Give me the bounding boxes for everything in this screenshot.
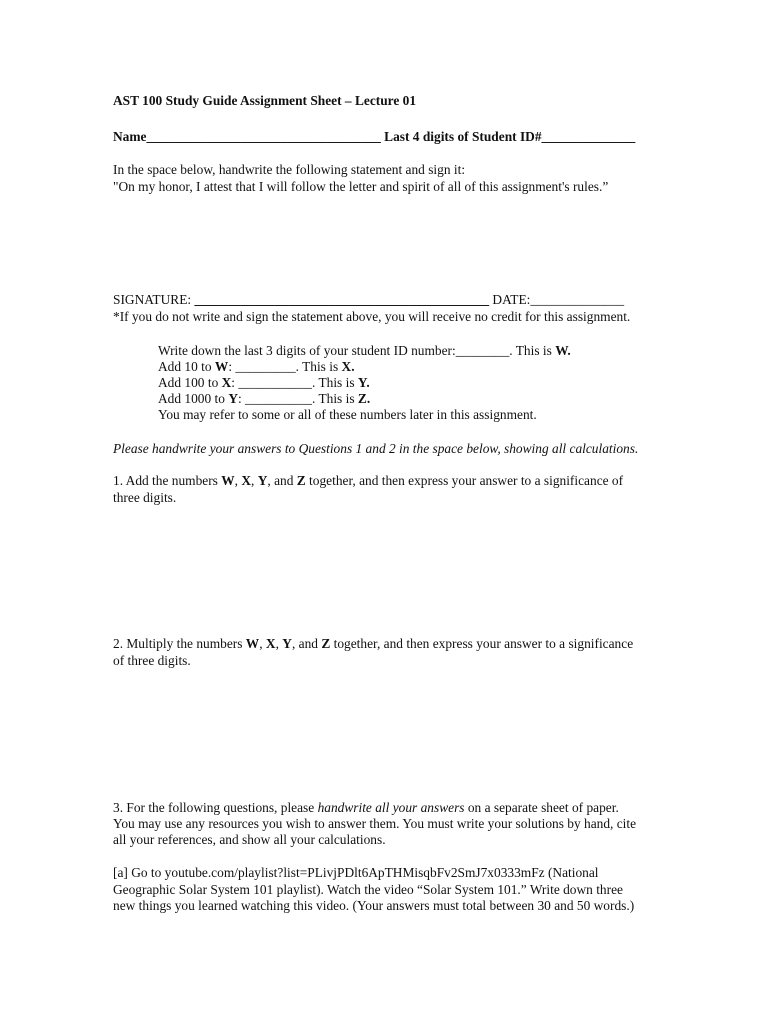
honor-instruction: In the space below, handwrite the following statement and sign it: [113, 162, 466, 177]
number-x-mid: : _________. This is [228, 359, 342, 374]
number-z-mid: : __________. This is [237, 391, 358, 406]
q2-var-x: X [265, 636, 276, 651]
signature-line [113, 292, 624, 309]
q3-text-end: on a separate sheet of paper. [464, 800, 619, 815]
handwrite-instruction: Please handwrite your answers to Questions 1 and 2 in the space below, showing all calculations. [113, 441, 639, 456]
date-blank: ______________ [530, 292, 625, 307]
number-x-end: . [351, 359, 355, 374]
ref-x: X [221, 375, 232, 390]
q2-text: 2. Multiply the numbers [113, 636, 246, 651]
var-y: Y [357, 375, 367, 390]
number-y-mid: : ___________. This is [231, 375, 358, 390]
signature-note: *If you do not write and sign the statement above, you will receive no credit for this assignment. [113, 309, 631, 324]
ref-w: W [214, 359, 229, 374]
q2-var-w: W [245, 636, 260, 651]
question-3-line-3: all your references, and show all your calculations. [113, 832, 386, 847]
student-id-field-label: Last 4 digits of Student ID#______________ [380, 129, 636, 144]
question-3a-line-1: [a] Go to youtube.com/playlist?list=PLivjPDlt6ApTHMisqbFv2SmJ7x0333mFz (National [113, 865, 599, 880]
q2-sep-2: , [275, 636, 283, 651]
number-w-line [158, 343, 571, 360]
numbers-refer-note: You may refer to some or all of these numbers later in this assignment. [158, 407, 537, 422]
question-3-line-2: You may use any resources you wish to answer them. You must write your solutions by hand, cite [113, 816, 637, 831]
q2-text-end: together, and then express your answer to a significance [330, 636, 634, 651]
question-1 [113, 473, 623, 490]
q3-text: 3. For the following questions, please [113, 800, 318, 815]
question-2 [113, 636, 633, 653]
ref-y: Y [228, 391, 238, 406]
q1-sep-3: , and [267, 473, 297, 488]
number-z-end: . [366, 391, 371, 406]
q1-sep-1: , [234, 473, 242, 488]
assignment-title: AST 100 Study Guide Assignment Sheet – Lecture 01 [113, 93, 417, 108]
number-w-end: . [567, 343, 571, 358]
number-y-end: . [366, 375, 370, 390]
name-id-line [113, 129, 635, 146]
number-z-line [158, 391, 370, 408]
signature-blank: ____________________________________________ [194, 292, 490, 307]
q1-sep-2: , [251, 473, 258, 488]
q1-var-z: Z [296, 473, 306, 488]
number-z-text: Add 1000 to [158, 391, 229, 406]
q2-var-y: Y [282, 636, 292, 651]
question-2-line-2: of three digits. [113, 653, 191, 668]
q2-var-z: Z [321, 636, 331, 651]
question-3a-line-3: new things you learned watching this video. (Your answers must total between 30 and 50 words.) [113, 898, 635, 913]
signature-label: SIGNATURE: [113, 292, 195, 307]
number-y-line [158, 375, 370, 392]
q1-var-y: Y [257, 473, 268, 488]
q1-text: 1. Add the numbers [113, 473, 222, 488]
q1-text-end: together, and then express your answer to a significance of [305, 473, 624, 488]
question-1-line-2: three digits. [113, 490, 177, 505]
number-x-line [158, 359, 355, 376]
q1-var-w: W [221, 473, 235, 488]
number-x-text: Add 10 to [158, 359, 215, 374]
q2-sep-1: , [259, 636, 266, 651]
question-3a-line-2: Geographic Solar System 101 playlist). Watch the video “Solar System 101.” Write down three [113, 882, 623, 897]
var-x: X [341, 359, 352, 374]
q3-emphasis: handwrite all your answers [317, 800, 465, 815]
honor-statement: "On my honor, I attest that I will follow the letter and spirit of all of this assignment's rules.” [113, 179, 609, 194]
q1-var-x: X [241, 473, 251, 488]
date-label: DATE: [489, 292, 531, 307]
q2-sep-3: , and [291, 636, 322, 651]
name-field-label: Name___________________________________ [113, 129, 381, 144]
question-3 [113, 800, 619, 817]
var-z: Z [357, 391, 367, 406]
number-y-text: Add 100 to [158, 375, 222, 390]
var-w: W [555, 343, 568, 358]
number-w-text: Write down the last 3 digits of your student ID number:________. This is [158, 343, 556, 358]
